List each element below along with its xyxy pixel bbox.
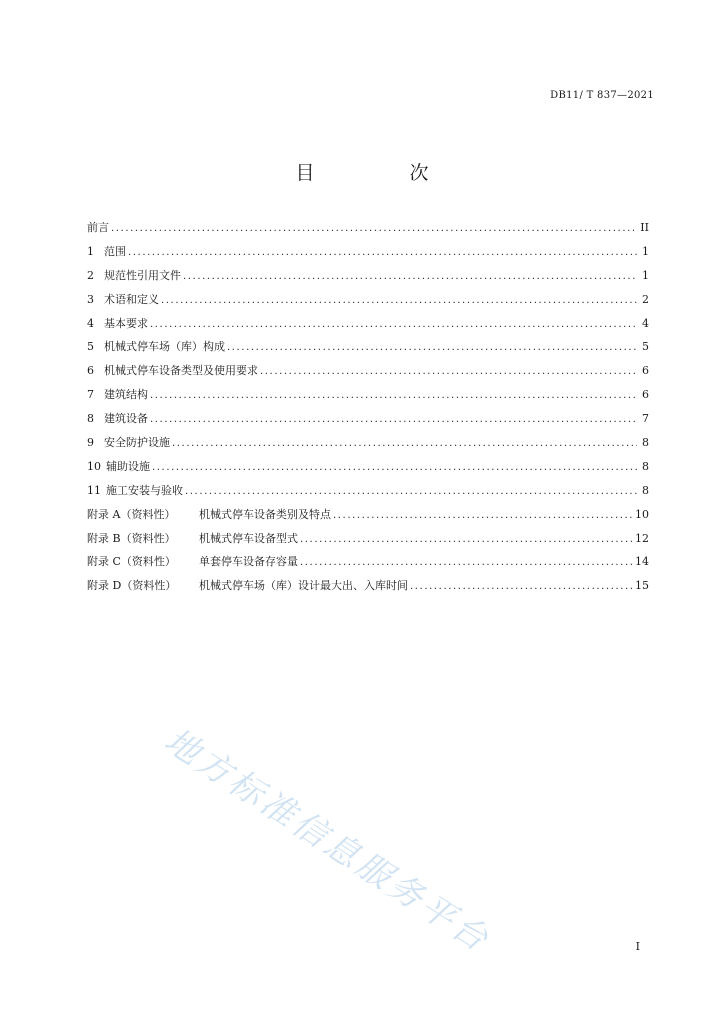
toc-entry-label: 术语和定义 xyxy=(104,292,159,306)
toc-entry-label: 前言 xyxy=(87,221,109,234)
toc-leader-dots xyxy=(410,575,633,598)
toc-entry-number: 11 xyxy=(87,483,101,497)
toc-entry-label: 机械式停车设备型式 xyxy=(199,531,298,545)
table-of-contents xyxy=(87,216,649,598)
toc-leader-dots xyxy=(183,265,637,288)
toc-entry-appendix-c[interactable] xyxy=(87,550,649,574)
toc-leader-dots xyxy=(300,551,633,574)
toc-entry-number: 3 xyxy=(87,292,94,306)
toc-entry-number: 附录 D（资料性） xyxy=(87,579,177,593)
toc-leader-dots xyxy=(128,241,637,264)
toc-entry-page: 8 xyxy=(642,459,649,473)
toc-entry-number: 10 xyxy=(87,459,101,473)
toc-entry-page: II xyxy=(640,221,649,234)
toc-entry-number: 1 xyxy=(87,244,94,258)
toc-entry-page: 1 xyxy=(642,268,649,282)
toc-entry-number: 附录 A（资料性） xyxy=(87,507,176,521)
toc-entry-page: 8 xyxy=(642,483,649,497)
toc-entry-label: 基本要求 xyxy=(104,316,148,330)
toc-title: 目 次 xyxy=(295,162,467,184)
toc-entry-6[interactable] xyxy=(87,359,649,383)
toc-entry-8[interactable] xyxy=(87,407,649,431)
toc-entry-label: 安全防护设施 xyxy=(104,436,170,450)
toc-entry-9[interactable] xyxy=(87,431,649,455)
toc-entry-page: 1 xyxy=(642,244,649,258)
toc-leader-dots xyxy=(150,384,637,407)
toc-leader-dots xyxy=(150,313,637,336)
toc-entry-2[interactable] xyxy=(87,264,649,288)
toc-leader-dots xyxy=(161,289,637,312)
toc-entry-page: 7 xyxy=(642,412,649,426)
toc-entry-number: 2 xyxy=(87,268,94,282)
toc-entry-1[interactable] xyxy=(87,240,649,264)
toc-leader-dots xyxy=(150,408,637,431)
toc-entry-page: 4 xyxy=(642,316,649,330)
toc-leader-dots xyxy=(333,504,633,527)
toc-entry-label: 单套停车设备存容量 xyxy=(199,555,298,569)
toc-entry-number: 9 xyxy=(87,436,94,450)
toc-entry-label: 机械式停车场（库）设计最大出、入库时间 xyxy=(199,579,408,593)
toc-entry-number: 附录 B（资料性） xyxy=(87,531,176,545)
toc-entry-number: 7 xyxy=(87,388,94,402)
toc-entry-label: 机械式停车设备类型及使用要求 xyxy=(104,364,258,378)
watermark: 地方标准信息服务平台 xyxy=(157,720,498,962)
toc-entry-10[interactable] xyxy=(87,455,649,479)
toc-entry-page: 12 xyxy=(635,531,649,545)
toc-entry-5[interactable] xyxy=(87,335,649,359)
toc-entry-7[interactable] xyxy=(87,383,649,407)
toc-leader-dots xyxy=(227,336,637,359)
toc-entry-label: 机械式停车设备类别及特点 xyxy=(199,507,331,521)
toc-leader-dots xyxy=(260,360,637,383)
toc-entry-label: 建筑结构 xyxy=(104,388,148,402)
toc-entry-number: 4 xyxy=(87,316,94,330)
toc-entry-number: 5 xyxy=(87,340,94,354)
toc-entry-page: 15 xyxy=(635,579,649,593)
toc-entry-label: 范围 xyxy=(104,244,126,258)
toc-entry-number: 6 xyxy=(87,364,94,378)
toc-entry-appendix-b[interactable] xyxy=(87,527,649,551)
toc-entry-page: 10 xyxy=(635,507,649,521)
toc-entry-3[interactable] xyxy=(87,288,649,312)
toc-entry-number: 附录 C（资料性） xyxy=(87,555,176,569)
toc-entry-label: 辅助设施 xyxy=(106,459,150,473)
toc-leader-dots xyxy=(185,480,637,503)
toc-leader-dots xyxy=(300,528,633,551)
document-code: DB11/ T 837—2021 xyxy=(550,90,654,101)
toc-entry-page: 5 xyxy=(642,340,649,354)
toc-leader-dots xyxy=(172,432,637,455)
toc-entry-page: 8 xyxy=(642,436,649,450)
page-number: I xyxy=(635,940,640,953)
toc-entry-page: 2 xyxy=(642,292,649,306)
toc-entry-page: 6 xyxy=(642,388,649,402)
toc-entry-4[interactable] xyxy=(87,312,649,336)
toc-entry-foreword[interactable] xyxy=(87,216,649,240)
toc-entry-label: 建筑设备 xyxy=(104,412,148,426)
toc-entry-appendix-d[interactable] xyxy=(87,574,649,598)
toc-entry-11[interactable] xyxy=(87,479,649,503)
toc-entry-label: 机械式停车场（库）构成 xyxy=(104,340,225,354)
toc-entry-label: 规范性引用文件 xyxy=(104,268,181,282)
toc-entry-page: 6 xyxy=(642,364,649,378)
toc-entry-appendix-a[interactable] xyxy=(87,503,649,527)
toc-entry-label: 施工安装与验收 xyxy=(106,483,183,497)
toc-entry-number: 8 xyxy=(87,412,94,426)
toc-leader-dots xyxy=(111,217,637,240)
toc-leader-dots xyxy=(152,456,637,479)
toc-entry-page: 14 xyxy=(635,555,649,569)
